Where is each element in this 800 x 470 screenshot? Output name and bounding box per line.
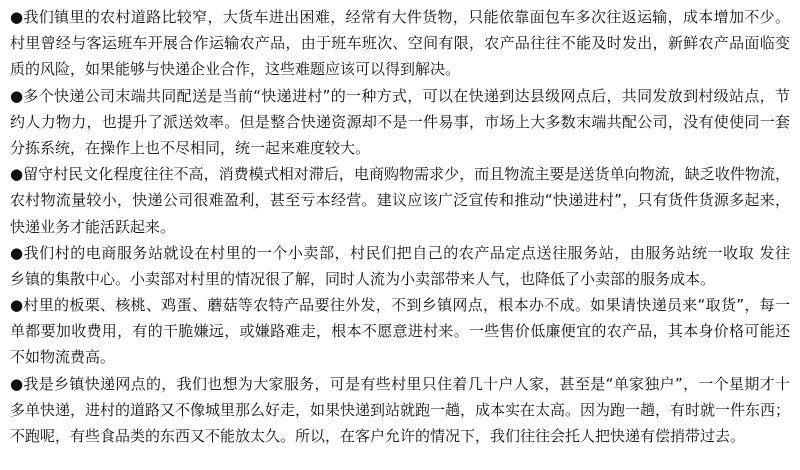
paragraph-service-station — [10, 240, 790, 292]
text-line: 多单快递，进村的道路又不像城里那么好走，如果快递到站就跑一趟，成本实在太高。因为跑一趟，有时就一件东西； — [10, 400, 791, 419]
paragraph-farm-products — [10, 292, 790, 371]
text-line: ●我们镇里的农村道路比较窄，大货车进出困难，经常有大件货物，只能依靠面包车多次往返运输，成本增加不少。 — [10, 8, 790, 26]
text-line: 不如物流费高。 — [10, 348, 116, 367]
text-line: 分拣系统，在操作上也不尽相同，统一起来难度较大。 — [10, 138, 371, 157]
paragraph-township-outlet — [10, 371, 790, 450]
text-line: 质的风险，如果能够与快递企业合作，这些难题应该可以得到解决。 — [10, 60, 461, 79]
text-line: ●我们村的电商服务站就设在村里的一个小卖部，村民们把自己的农产品定点送往服务站，由服务站统一收取 发往 — [10, 243, 790, 262]
paragraph-rural-demand — [10, 161, 790, 240]
text-line: 村里曾经与客运班车开展合作运输农产品，由于班车班次、空间有限，农产品往往不能及时发出，新鲜农产品面临变 — [10, 34, 790, 53]
text-line: 不跑呢，有些食品类的东西又不能放太久。所以，在客户允许的情况下，我们往往会托人把快递有偿捎带过去。 — [10, 427, 746, 445]
text-line: ●村里的板栗、核桃、鸡蛋、蘑菇等农特产品要往外发，不到乡镇网点，根本办不成。如果请快递员来“取货”，每一 — [10, 296, 790, 315]
text-line: 农村物流量较小，快递公司很难盈利，甚至亏本经营。建议应该广泛宣传和推动“快递进村”，只有货件货源多起来， — [10, 191, 790, 210]
text-line: ●留守村民文化程度往往不高，消费模式相对滞后，电商购物需求少，而且物流主要是送货单向物流，缺乏收件物流， — [10, 165, 790, 184]
text-line: ●多个快递公司末端共同配送是当前“快递进村”的一种方式，可以在快递到达县级网点后，共同发放到村级站点，节 — [10, 86, 790, 105]
text-line: 约人力物力，也提升了派送效率。但是整合快递资源却不是一件易事，市场上大多数末端共配公司，没有使使同一套 — [10, 112, 790, 131]
text-line: ●我是乡镇快递网点的，我们也想为大家服务，可是有些村里只住着几十户人家，甚至是“单家独户”，一个星期才十 — [10, 374, 790, 393]
paragraph-road-transport — [10, 4, 790, 83]
text-line: 单都要加收费用，有的干脆嫌远，或嫌路难走，根本不愿意进村来。一些售价低廉便宜的农产品，其本身价格可能还 — [10, 322, 790, 341]
text-line: 乡镇的集散中心。小卖部对村里的情况很了解，同时人流为小卖部带来人气，也降低了小卖部的服务成本。 — [10, 269, 716, 288]
paragraph-joint-delivery — [10, 83, 790, 162]
text-line: 快递业务才能活跃起来。 — [10, 217, 176, 236]
